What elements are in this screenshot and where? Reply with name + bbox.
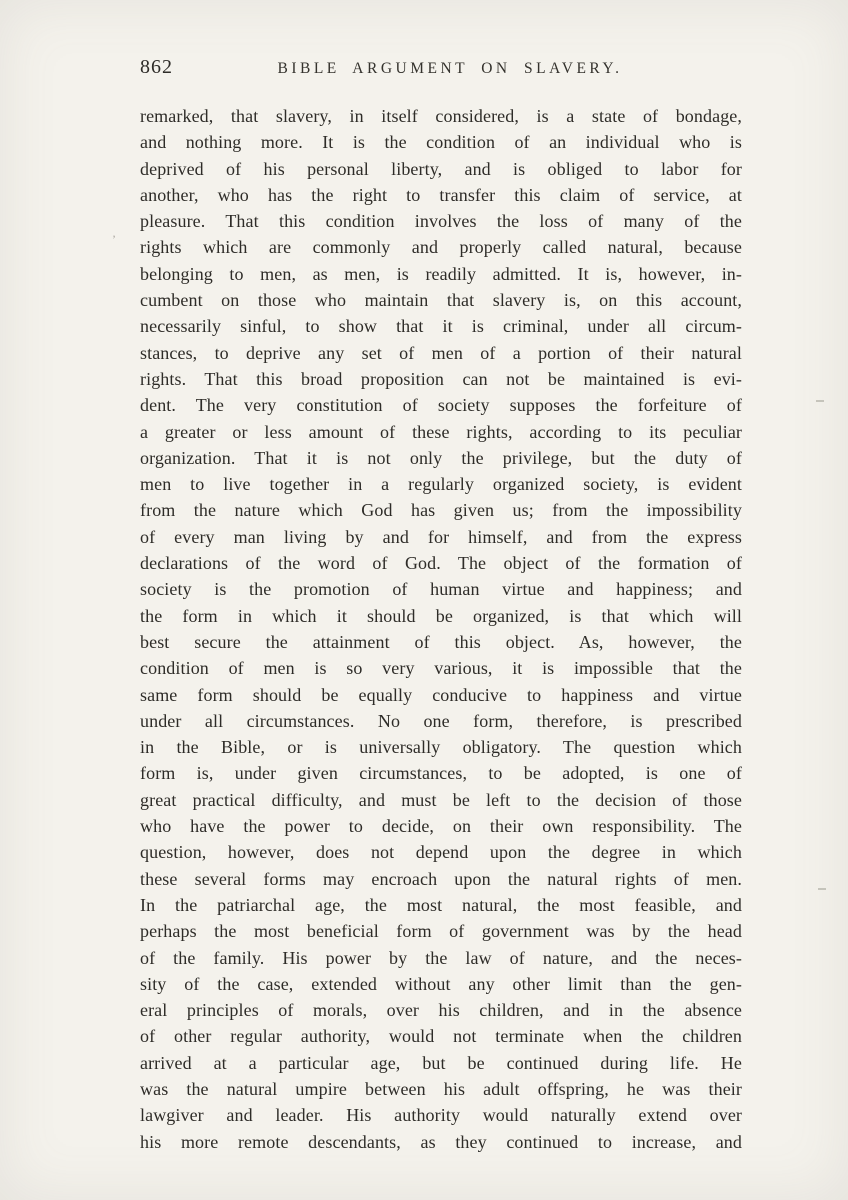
text-line: of the family. His power by the law of nature, and the neces-	[140, 947, 742, 968]
text-line: pleasure. That this condition involves the loss of many of the	[140, 211, 742, 232]
text-line: was the natural umpire between his adult offspring, he was their	[140, 1078, 742, 1099]
text-line: lawgiver and leader. His authority would naturally extend over	[140, 1105, 742, 1126]
text-line: question, however, does not depend upon the degree in which	[140, 842, 742, 863]
text-line: stances, to deprive any set of men of a portion of their natural	[140, 342, 742, 363]
text-line: declarations of the word of God. The object of the formation of	[140, 553, 742, 574]
body-text	[140, 103, 742, 1155]
text-line: his more remote descendants, as they continued to increase, and	[140, 1131, 742, 1152]
text-column	[140, 56, 742, 1155]
text-line: men to live together in a regularly organized society, is evident	[140, 474, 742, 495]
scan-artifact	[818, 888, 826, 890]
text-line: cumbent on those who maintain that slavery is, on this account,	[140, 290, 742, 311]
text-line: in the Bible, or is universally obligatory. The question which	[140, 737, 742, 758]
text-line: these several forms may encroach upon the natural rights of men.	[140, 868, 742, 889]
text-line: same form should be equally conducive to happiness and virtue	[140, 684, 742, 705]
text-line: organization. That it is not only the privilege, but the duty of	[140, 447, 742, 468]
text-line: deprived of his personal liberty, and is obliged to labor for	[140, 158, 742, 179]
running-title: BIBLE ARGUMENT ON SLAVERY.	[277, 60, 623, 77]
text-line: perhaps the most beneficial form of government was by the head	[140, 921, 742, 942]
text-line: condition of men is so very various, it is impossible that the	[140, 658, 742, 679]
text-line: dent. The very constitution of society supposes the forfeiture of	[140, 395, 742, 416]
scan-artifact: ’	[112, 232, 116, 246]
scan-artifact	[816, 400, 824, 402]
text-line: of other regular authority, would not terminate when the children	[140, 1026, 742, 1047]
text-line: arrived at a particular age, but be continued during life. He	[140, 1052, 742, 1073]
text-line: rights which are commonly and properly called natural, because	[140, 237, 742, 258]
text-line: from the nature which God has given us; from the impossibility	[140, 500, 742, 521]
text-line: sity of the case, extended without any other limit than the gen-	[140, 973, 742, 994]
running-header	[140, 56, 742, 79]
text-line: necessarily sinful, to show that it is criminal, under all circum-	[140, 316, 742, 337]
text-line: great practical difficulty, and must be left to the decision of those	[140, 789, 742, 810]
text-line: under all circumstances. No one form, therefore, is prescribed	[140, 710, 742, 731]
text-line: the form in which it should be organized, is that which will	[140, 605, 742, 626]
text-line: In the patriarchal age, the most natural, the most feasible, and	[140, 894, 742, 915]
text-line: remarked, that slavery, in itself considered, is a state of bondage,	[140, 106, 742, 126]
text-line: belonging to men, as men, is readily admitted. It is, however, in-	[140, 263, 742, 284]
text-line: a greater or less amount of these rights, according to its peculiar	[140, 421, 742, 442]
text-line: and nothing more. It is the condition of an individual who is	[140, 132, 742, 153]
text-line: of every man living by and for himself, and from the express	[140, 526, 742, 547]
text-line: who have the power to decide, on their own responsibility. The	[140, 816, 742, 837]
text-line: eral principles of morals, over his children, and in the absence	[140, 1000, 742, 1021]
text-line: another, who has the right to transfer this claim of service, at	[140, 184, 742, 205]
text-line: form is, under given circumstances, to be adopted, is one of	[140, 763, 742, 784]
text-line: rights. That this broad proposition can not be maintained is evi-	[140, 368, 742, 389]
text-line: best secure the attainment of this object. As, however, the	[140, 631, 742, 652]
text-line: society is the promotion of human virtue and happiness; and	[140, 579, 742, 600]
page-number: 862	[140, 56, 173, 78]
